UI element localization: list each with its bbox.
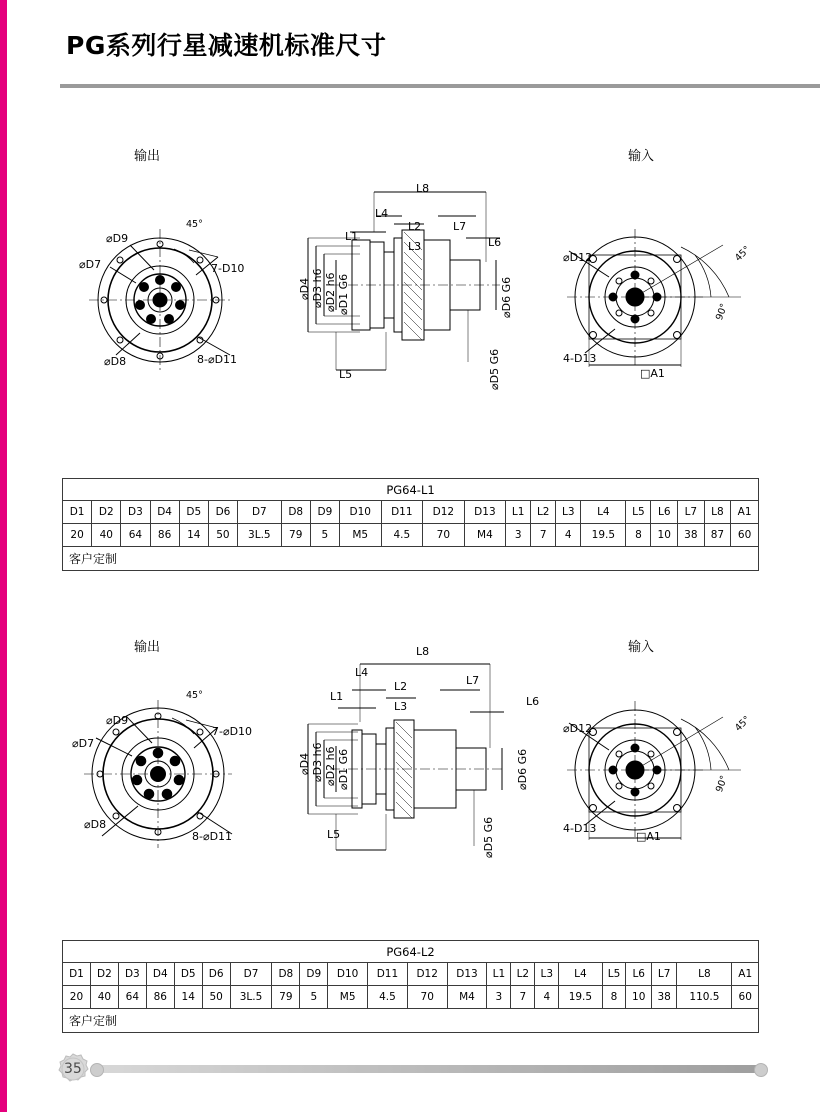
section-2-callout-d2: ⌀D2 h6 — [324, 746, 337, 786]
table-value-cell: 8 — [602, 986, 626, 1009]
page-header — [60, 26, 780, 68]
section-1-callout-l6: L6 — [488, 236, 502, 249]
section-1-callout-d8: ⌀D8 — [104, 355, 127, 368]
section-2-output-face-drawing — [62, 686, 272, 866]
table-value-cell: 38 — [651, 986, 676, 1009]
table-value-cell: M5 — [328, 986, 368, 1009]
table-header-cell: D13 — [464, 501, 506, 524]
table-value-cell: 79 — [281, 524, 310, 547]
section-2-callout-d6: ⌀D6 G6 — [516, 748, 529, 790]
table-header-cell: D7 — [238, 501, 282, 524]
section-1-table-header-row — [63, 501, 759, 524]
section-2-spec-table — [62, 940, 759, 1033]
section-2-table-title-row — [63, 941, 759, 963]
section-1-callout-l4: L4 — [375, 207, 389, 220]
section-1-callout-4d13: 4-D13 — [563, 352, 597, 365]
table-header-cell: L8 — [677, 963, 732, 986]
section-1-table-title: PG64-L1 — [63, 479, 759, 501]
section-1-callout-7d10: 7-D10 — [211, 262, 245, 275]
section-1-callout-l3: L3 — [408, 240, 422, 253]
title-divider — [60, 84, 820, 88]
table-header-cell: D7 — [230, 963, 272, 986]
table-header-cell: D5 — [179, 501, 208, 524]
table-header-cell: D1 — [63, 501, 92, 524]
section-2-callout-l8: L8 — [416, 645, 430, 658]
section-1-callout-d12: ⌀D12 — [563, 251, 593, 264]
table-header-cell: D11 — [381, 501, 423, 524]
table-value-cell: 5 — [300, 986, 328, 1009]
table-header-cell: D9 — [300, 963, 328, 986]
section-1-callout-l2: L2 — [408, 220, 422, 233]
table-value-cell: 4.5 — [381, 524, 423, 547]
table-header-cell: L6 — [651, 501, 678, 524]
table-header-cell: D10 — [328, 963, 368, 986]
section-1-output-label: 输出 — [134, 149, 161, 164]
page-number: 35 — [64, 1061, 82, 1077]
table-value-cell: 3 — [487, 986, 511, 1009]
table-value-cell: 64 — [121, 524, 150, 547]
table-header-cell: A1 — [731, 501, 759, 524]
section-2-callout-d8: ⌀D8 — [84, 818, 107, 831]
table-value-cell: 14 — [174, 986, 202, 1009]
section-1-input-label: 输入 — [628, 149, 655, 164]
table-value-cell: 50 — [208, 524, 237, 547]
table-value-cell: 20 — [63, 524, 92, 547]
section-1-spec-table — [62, 478, 759, 571]
table-value-cell: 38 — [678, 524, 705, 547]
table-header-cell: D9 — [310, 501, 339, 524]
table-value-cell: 8 — [626, 524, 651, 547]
table-header-cell: L3 — [556, 501, 581, 524]
section-2-table-header-row — [63, 963, 759, 986]
table-value-cell: 110.5 — [677, 986, 732, 1009]
section-2-input-label: 输入 — [628, 640, 655, 655]
table-value-cell: 3L.5 — [230, 986, 272, 1009]
section-1-callout-angle45: 45° — [186, 219, 203, 230]
section-2-callout-a1: □A1 — [636, 830, 661, 843]
section-2-callout-d9: ⌀D9 — [106, 714, 129, 727]
section-1-table-title-row — [63, 479, 759, 501]
section-2-callout-d5: ⌀D5 G6 — [482, 816, 495, 858]
table-value-cell: 86 — [146, 986, 174, 1009]
section-2-callout-l1: L1 — [330, 690, 344, 703]
table-header-cell: L7 — [678, 501, 705, 524]
section-1-callout-l7: L7 — [453, 220, 467, 233]
table-header-cell: D8 — [272, 963, 300, 986]
table-header-cell: D2 — [92, 501, 121, 524]
section-2-callout-angle45: 45° — [186, 690, 203, 701]
section-1-callout-d5: ⌀D5 G6 — [488, 348, 501, 390]
section-1-callout-angle90: 90° — [714, 302, 731, 322]
section-1-callout-angle45b: 45° — [733, 244, 753, 264]
section-1-callout-d7: ⌀D7 — [79, 258, 102, 271]
table-header-cell: D3 — [121, 501, 150, 524]
section-2-callout-l5: L5 — [327, 828, 341, 841]
table-header-cell: D2 — [90, 963, 118, 986]
table-value-cell: 4 — [535, 986, 559, 1009]
page-footer — [54, 1052, 766, 1086]
section-2-table-note: 客户定制 — [63, 1009, 759, 1033]
section-2-output-label: 输出 — [134, 640, 161, 655]
table-header-cell: L4 — [581, 501, 626, 524]
table-value-cell: 5 — [310, 524, 339, 547]
table-value-cell: 70 — [407, 986, 447, 1009]
section-1-table-note-row — [63, 547, 759, 571]
table-header-cell: D10 — [339, 501, 381, 524]
table-value-cell: 64 — [118, 986, 146, 1009]
table-header-cell: L4 — [559, 963, 602, 986]
section-2-callout-d4: ⌀D4 — [298, 752, 311, 775]
table-header-cell: D6 — [202, 963, 230, 986]
table-header-cell: L2 — [531, 501, 556, 524]
table-value-cell: 60 — [731, 524, 759, 547]
section-1-callout-d3: ⌀D3 h6 — [311, 268, 324, 308]
table-header-cell: L5 — [602, 963, 626, 986]
section-2-callout-l3: L3 — [394, 700, 408, 713]
table-value-cell: 86 — [150, 524, 179, 547]
table-value-cell: 60 — [732, 986, 759, 1009]
table-value-cell: 70 — [423, 524, 465, 547]
table-header-cell: L2 — [511, 963, 535, 986]
table-value-cell: M4 — [464, 524, 506, 547]
table-header-cell: D13 — [447, 963, 487, 986]
section-1-callout-d6: ⌀D6 G6 — [500, 276, 513, 318]
section-1-table-note: 客户定制 — [63, 547, 759, 571]
table-header-cell: D12 — [423, 501, 465, 524]
section-1-callout-a1: □A1 — [640, 367, 665, 380]
footer-dot-left — [90, 1063, 104, 1077]
table-value-cell: 79 — [272, 986, 300, 1009]
section-1-callout-l8: L8 — [416, 182, 430, 195]
table-header-cell: L6 — [626, 963, 651, 986]
table-header-cell: L1 — [487, 963, 511, 986]
table-value-cell: 10 — [651, 524, 678, 547]
table-header-cell: D6 — [208, 501, 237, 524]
section-1-output-face-drawing — [70, 215, 270, 395]
section-2-callout-d3: ⌀D3 h6 — [311, 742, 324, 782]
section-2-table-title: PG64-L2 — [63, 941, 759, 963]
table-value-cell: 3L.5 — [238, 524, 282, 547]
table-header-cell: D3 — [118, 963, 146, 986]
section-1-table-body — [63, 479, 759, 571]
section-2-callout-d1: ⌀D1 G6 — [337, 748, 350, 790]
table-value-cell: 19.5 — [581, 524, 626, 547]
section-2-callout-l2: L2 — [394, 680, 408, 693]
edge-bar-gap — [7, 0, 12, 1112]
section-2-callout-7d10: 7-⌀D10 — [212, 725, 253, 738]
section-2-callout-d12: ⌀D12 — [563, 722, 593, 735]
table-header-cell: A1 — [732, 963, 759, 986]
section-1-callout-d9: ⌀D9 — [106, 232, 129, 245]
section-2-callout-angle45b: 45° — [733, 714, 753, 734]
section-2-callout-angle90: 90° — [714, 774, 731, 794]
section-1-callout-d4: ⌀D4 — [298, 277, 311, 300]
table-header-cell: L7 — [651, 963, 676, 986]
table-value-cell: 50 — [202, 986, 230, 1009]
section-2-callout-l7: L7 — [466, 674, 480, 687]
table-value-cell: 7 — [511, 986, 535, 1009]
section-1-table-value-row — [63, 524, 759, 547]
table-value-cell: 40 — [92, 524, 121, 547]
table-value-cell: 87 — [704, 524, 731, 547]
section-1-callout-d2: ⌀D2 h6 — [324, 272, 337, 312]
page-title: PG系列行星减速机标准尺寸 — [66, 31, 387, 60]
section-2-table-body — [63, 941, 759, 1033]
table-value-cell: 10 — [626, 986, 651, 1009]
section-2-callout-l6: L6 — [526, 695, 540, 708]
table-header-cell: D11 — [368, 963, 408, 986]
table-header-cell: D12 — [407, 963, 447, 986]
table-value-cell: 3 — [506, 524, 531, 547]
table-header-cell: D5 — [174, 963, 202, 986]
table-value-cell: M4 — [447, 986, 487, 1009]
table-header-cell: L1 — [506, 501, 531, 524]
section-1-callout-l1: L1 — [345, 230, 359, 243]
section-2-table-value-row — [63, 986, 759, 1009]
table-value-cell: 14 — [179, 524, 208, 547]
section-2-callout-4d13: 4-D13 — [563, 822, 597, 835]
magenta-edge-bar — [0, 0, 7, 1112]
section-1-callout-8d11: 8-⌀D11 — [197, 353, 238, 366]
table-value-cell: 19.5 — [559, 986, 602, 1009]
section-2-callout-d7: ⌀D7 — [72, 737, 95, 750]
table-header-cell: L8 — [704, 501, 731, 524]
footer-rule — [94, 1065, 766, 1073]
table-header-cell: D4 — [150, 501, 179, 524]
table-value-cell: 4.5 — [368, 986, 408, 1009]
table-header-cell: D4 — [146, 963, 174, 986]
table-value-cell: 4 — [556, 524, 581, 547]
section-2-table-note-row — [63, 1009, 759, 1033]
table-header-cell: L5 — [626, 501, 651, 524]
table-header-cell: D8 — [281, 501, 310, 524]
table-value-cell: 40 — [90, 986, 118, 1009]
table-header-cell: L3 — [535, 963, 559, 986]
table-value-cell: 7 — [531, 524, 556, 547]
section-1-callout-d1: ⌀D1 G6 — [337, 273, 350, 315]
footer-dot-right — [754, 1063, 768, 1077]
section-2-callout-8d11: 8-⌀D11 — [192, 830, 233, 843]
table-header-cell: D1 — [63, 963, 91, 986]
section-2-callout-l4: L4 — [355, 666, 369, 679]
table-value-cell: M5 — [339, 524, 381, 547]
section-1-callout-l5: L5 — [339, 368, 353, 381]
table-value-cell: 20 — [63, 986, 91, 1009]
